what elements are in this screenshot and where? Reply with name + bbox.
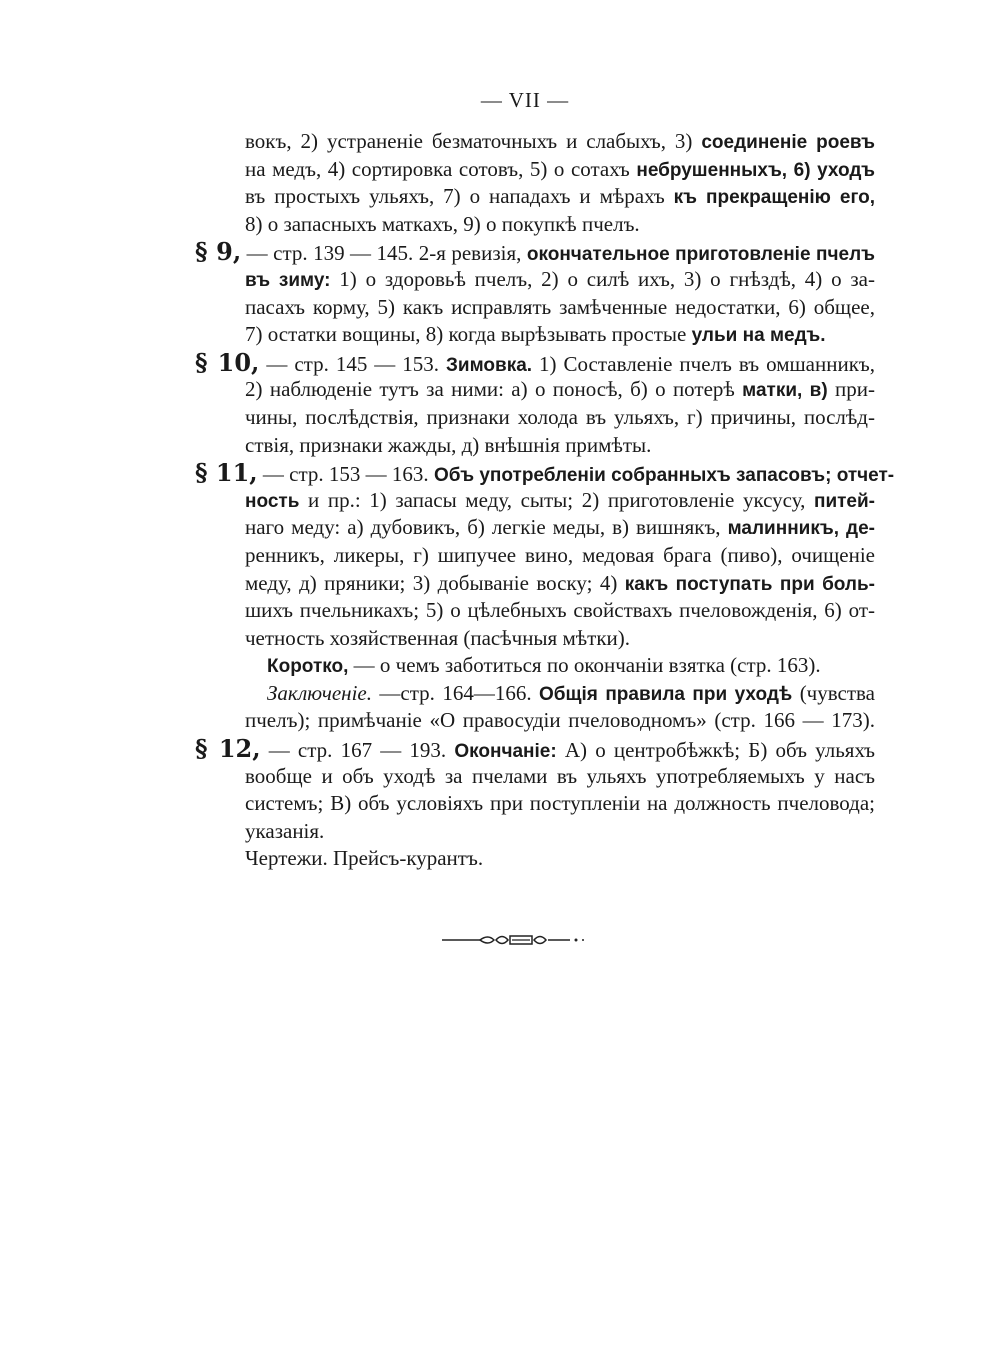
table-of-contents-text <box>195 128 895 873</box>
text-line: шихъ пчельникахъ; 5) о цѣлебныхъ свойствахъ пчеловожденія, 6) от- <box>245 598 875 623</box>
section-12-heading: § 12, — стр. 167 — 193. Окончаніе: А) о центробѣжкѣ; Б) объ ульяхъ <box>195 734 876 764</box>
text-line: 2) наблюденіе тутъ за ними: а) о поносѣ, б) о потерѣ матки, в) при- <box>245 377 876 402</box>
conclusion-line: Заключеніе. —стр. 164—166. Общія правила при уходѣ (чувства <box>267 680 875 705</box>
text-line: чины, послѣдствія, признаки холода въ ульяхъ, г) причины, послѣд- <box>245 404 875 429</box>
text-line: четность хозяйственная (пасѣчныя мѣтки). <box>245 625 631 650</box>
text-line: наго меду: а) дубовикъ, б) легкіе меды, в) вишнякъ, малинникъ, де- <box>245 515 875 540</box>
text-line: вообще и объ уходѣ за пчелами въ ульяхъ употребляемыхъ у насъ <box>245 763 875 788</box>
page-number: — VII — <box>480 88 570 112</box>
text-line: ность и пр.: 1) запасы меду, сыты; 2) приготовленіе уксусу, питей- <box>245 487 876 512</box>
section-9-heading: § 9, — стр. 139 — 145. 2-я ревизія, окончательное приготовленіе пчелъ <box>195 237 875 267</box>
text-line: пасахъ корму, 5) какъ исправлять замѣченные недостатки, 6) общее, <box>245 294 875 319</box>
tailpiece-ornament-icon <box>440 930 590 950</box>
text-line: ренникъ, ликеры, г) шипучее вино, медовая брага (пиво), очищеніе <box>245 542 875 567</box>
text-line: 8) о запасныхъ маткахъ, 9) о покупкѣ пчелъ. <box>245 211 640 236</box>
text-line: вокъ, 2) устраненіе безматочныхъ и слабыхъ, 3) соединеніе роевъ <box>245 129 875 153</box>
final-line: Чертежи. Прейсъ-курантъ. <box>245 846 484 871</box>
text-line: на медъ, 4) сортировка сотовъ, 5) о сотахъ небрушенныхъ, 6) уходъ <box>245 156 876 181</box>
text-line: меду, д) пряники; 3) добываніе воску; 4) какъ поступать при боль- <box>245 570 876 595</box>
text-line: системъ; В) объ условіяхъ при поступленіи на должность пчеловода; <box>245 791 875 816</box>
text-line: въ простыхъ ульяхъ, 7) о нападахъ и мѣрахъ къ прекращенію его, <box>245 184 876 209</box>
text-line: пчелъ); примѣчаніе «О правосудіи пчеловодномъ» (стр. 166 — 173). <box>245 708 875 733</box>
text-line: указанія. <box>245 818 325 843</box>
korotko-line: Коротко, — о чемъ заботиться по окончаніи взятка (стр. 163). <box>267 653 821 678</box>
section-11-heading: § 11, — стр. 153 — 163. Объ употребленіи собранныхъ запасовъ; отчет- <box>195 458 895 488</box>
section-10-heading: § 10, — стр. 145 — 153. Зимовка. 1) Составленіе пчелъ въ омшанникъ, <box>195 347 876 377</box>
text-line: 7) остатки вощины, 8) когда вырѣзывать простые ульи на медъ. <box>245 322 826 347</box>
text-line: въ зиму: 1) о здоровьѣ пчелъ, 2) о силѣ ихъ, 3) о гнѣздѣ, 4) о за- <box>245 266 875 291</box>
text-line: ствія, признаки жажды, д) внѣшнія примѣты. <box>245 432 652 457</box>
